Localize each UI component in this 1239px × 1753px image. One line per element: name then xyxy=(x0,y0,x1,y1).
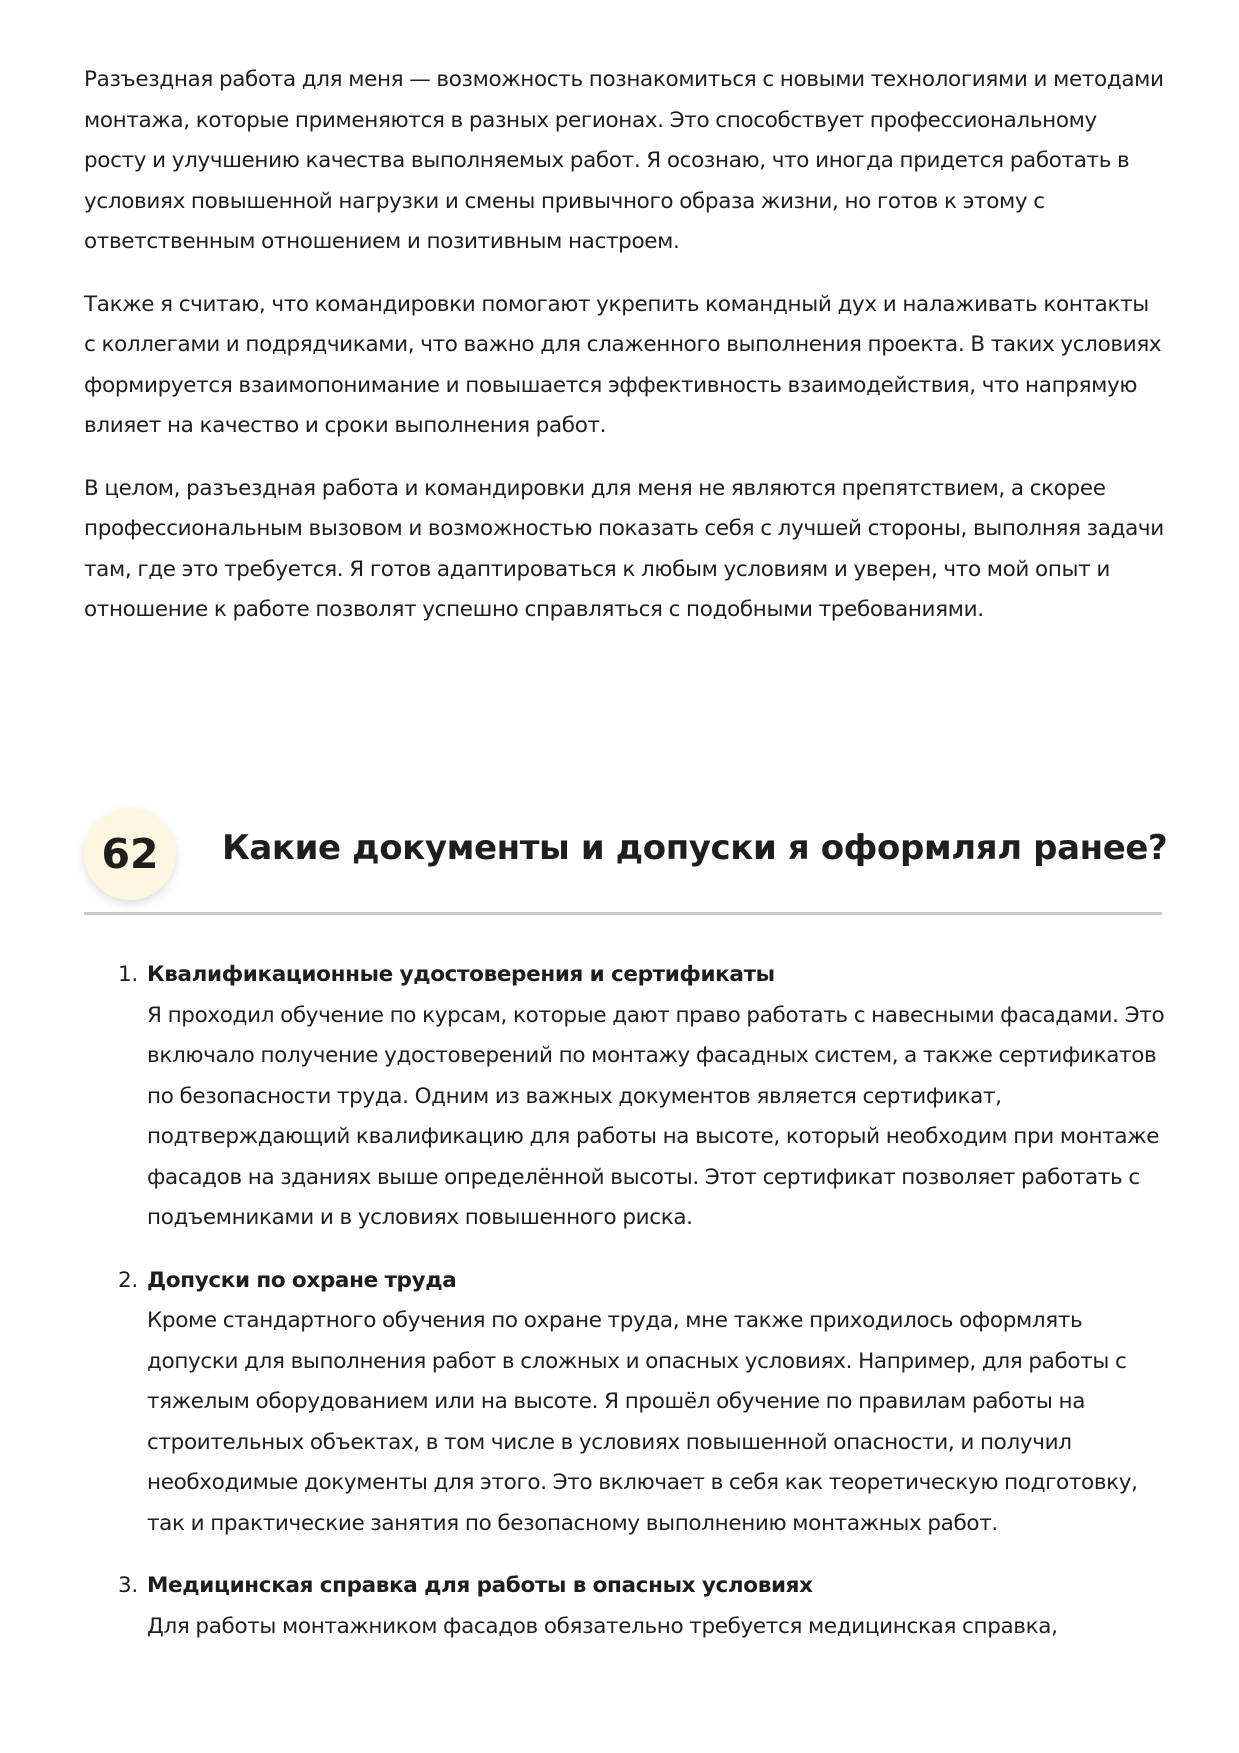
list-item-text: Кроме стандартного обучения по охране труда, мне также приходилось оформлять допуски для выполнения работ в сложных и опасных условиях. Например, для работы с тяжелым оборудованием или на высоте. Я прошёл обучение по правилам работы на строительных объектах, в том числе в условиях повышенной опасности, и получил необходимые документы для этого. Это включает в себя как теоретическую подготовку, так и практические занятия по безопасному выполнению монтажных работ. xyxy=(147,1308,1138,1536)
section-header xyxy=(84,808,1168,915)
list-item-title: Квалификационные удостоверения и сертификаты xyxy=(147,962,775,987)
list-item-number: 2. xyxy=(118,1267,138,1293)
intro-text-block xyxy=(84,60,1164,653)
intro-paragraph: Разъездная работа для меня — возможность познакомиться с новыми технологиями и методами монтажа, которые применяются в разных регионах. Это способствует профессиональному росту и улучшению качества выполняемых работ. Я осознаю, что иногда придется работать в условиях повышенной нагрузки и смены привычного образа жизни, но готов к этому с ответственным отношением и позитивным настроем. xyxy=(84,67,1164,254)
section-number-badge: 62 xyxy=(84,808,176,900)
section-title: Какие документы и допуски я оформлял ранее? xyxy=(222,828,1168,868)
list-item xyxy=(84,1566,1166,1647)
list-item-number: 3. xyxy=(118,1573,138,1598)
list-item xyxy=(84,955,1166,1239)
list-item-text: Я проходил обучение по курсам, которые дают право работать с навесными фасадами. Это включало получение удостоверений по монтажу фасадных систем, а также сертификатов по безопасности труда. Одним из важных документов является сертификат, подтверждающий квалификацию для работы на высоте, который необходим при монтаже фасадов на зданиях выше определённой высоты. Этот сертификат позволяет работать с подъемниками и в условиях повышенного риска. xyxy=(147,1002,1165,1230)
intro-paragraph: В целом, разъездная работа и командировки для меня не являются препятствием, а скорее профессиональным вызовом и возможностью показать себя с лучшей стороны, выполняя задачи там, где это требуется. Я готов адаптироваться к любым условиям и уверен, что мой опыт и отношение к работе позволят успешно справляться с подобными требованиями. xyxy=(84,475,1164,622)
list-item xyxy=(84,1261,1166,1545)
list-item-title: Допуски по охране труда xyxy=(147,1267,457,1293)
documents-list xyxy=(84,955,1166,1669)
list-item-text: Для работы монтажником фасадов обязательно требуется медицинская справка, xyxy=(147,1613,1058,1639)
intro-paragraph: Также я считаю, что командировки помогают укрепить командный дух и налаживать контакты с коллегами и подрядчиками, что важно для слаженного выполнения проекта. В таких условиях формируется взаимопонимание и повышается эффективность взаимодействия, что напрямую влияет на качество и сроки выполнения работ. xyxy=(84,291,1162,438)
list-item-number: 1. xyxy=(118,962,138,987)
list-item-title: Медицинская справка для работы в опасных условиях xyxy=(147,1573,813,1598)
